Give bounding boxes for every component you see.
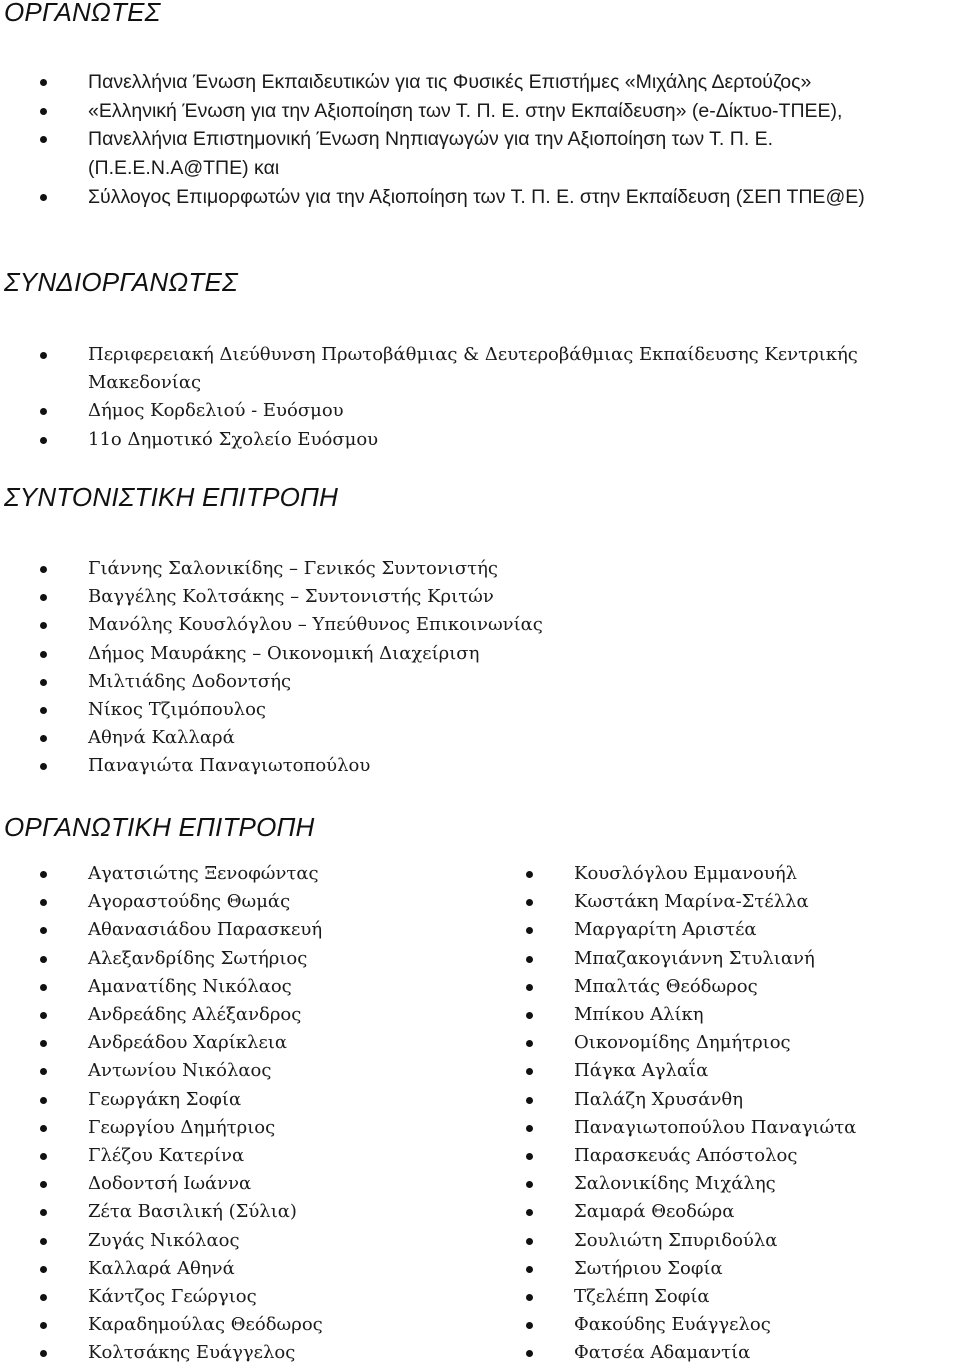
list-item: Οικονομίδης Δημήτριος	[486, 1029, 960, 1057]
list-item: Σύλλογος Επιμορφωτών για την Αξιοποίηση των Τ. Π. Ε. στην Εκπαίδευση (ΣΕΠ ΤΠΕ@Ε)	[0, 183, 900, 212]
list-item: Μπαλτάς Θεόδωρος	[486, 973, 960, 1001]
list-item: Δήμος Μαυράκης – Οικονομική Διαχείριση	[0, 640, 900, 668]
list-item: Τζελέπη Σοφία	[486, 1283, 960, 1311]
list-item: Σουλιώτη Σπυριδούλα	[486, 1227, 960, 1255]
list-item: Μπαζακογιάννη Στυλιανή	[486, 945, 960, 973]
heading-organizers: ΟΡΓΑΝΩΤΕΣ	[4, 0, 161, 27]
list-item: Δήμος Κορδελιού - Ευόσμου	[0, 397, 940, 425]
list-item: Φατσέα Αδαμαντία	[486, 1339, 960, 1367]
heading-coordinating-committee: ΣΥΝΤΟΝΙΣΤΙΚΗ ΕΠΙΤΡΟΠΗ	[4, 482, 339, 512]
list-item: Ανδρεάδης Αλέξανδρος	[0, 1001, 500, 1029]
heading-organizing-committee: ΟΡΓΑΝΩΤΙΚΗ ΕΠΙΤΡΟΠΗ	[4, 812, 315, 842]
list-item: Παλάζη Χρυσάνθη	[486, 1086, 960, 1114]
list-item: Σωτήριου Σοφία	[486, 1255, 960, 1283]
list-item: Νίκος Τζιμόπουλος	[0, 696, 900, 724]
list-item: Μαργαρίτη Αριστέα	[486, 916, 960, 944]
list-item: Σαμαρά Θεοδώρα	[486, 1198, 960, 1226]
list-organizing-committee-left	[0, 860, 500, 1368]
heading-coorganizers: ΣΥΝΔΙΟΡΓΑΝΩΤΕΣ	[4, 267, 238, 297]
list-item: «Ελληνική Ένωση για την Αξιοποίηση των Τ. Π. Ε. στην Εκπαίδευση» (e-Δίκτυο-ΤΠΕΕ),	[0, 97, 900, 126]
list-item: Πάγκα Αγλαΐα	[486, 1057, 960, 1085]
list-item: Αγοραστούδης Θωμάς	[0, 888, 500, 916]
list-item: Πανελλήνια Ένωση Εκπαιδευτικών για τις Φυσικές Επιστήμες «Μιχάλης Δερτούζος»	[0, 68, 900, 97]
list-item: Κουσλόγλου Εμμανουήλ	[486, 860, 960, 888]
list-item: Αλεξανδρίδης Σωτήριος	[0, 945, 500, 973]
list-item: Καλλαρά Αθηνά	[0, 1255, 500, 1283]
list-item: Ζυγάς Νικόλαος	[0, 1227, 500, 1255]
list-coordinating-committee	[0, 555, 900, 781]
list-item: Γεωργίου Δημήτριος	[0, 1114, 500, 1142]
list-item: Σαλονικίδης Μιχάλης	[486, 1170, 960, 1198]
list-organizers	[0, 68, 900, 212]
list-item: Κάντζος Γεώργιος	[0, 1283, 500, 1311]
list-item: Γεωργάκη Σοφία	[0, 1086, 500, 1114]
list-item: Γιάννης Σαλονικίδης – Γενικός Συντονιστής	[0, 555, 900, 583]
list-item: Αντωνίου Νικόλαος	[0, 1057, 500, 1085]
list-item: Μπίκου Αλίκη	[486, 1001, 960, 1029]
list-item: Δοδοντσή Ιωάννα	[0, 1170, 500, 1198]
list-item: Αθανασιάδου Παρασκευή	[0, 916, 500, 944]
list-item: Κολτσάκης Ευάγγελος	[0, 1339, 500, 1367]
list-item: Αμανατίδης Νικόλαος	[0, 973, 500, 1001]
list-item: Καραδημούλας Θεόδωρος	[0, 1311, 500, 1339]
list-item: Φακούδης Ευάγγελος	[486, 1311, 960, 1339]
list-item: Παρασκευάς Απόστολος	[486, 1142, 960, 1170]
list-item: Κωστάκη Μαρίνα-Στέλλα	[486, 888, 960, 916]
list-item: Βαγγέλης Κολτσάκης – Συντονιστής Κριτών	[0, 583, 900, 611]
list-item: Ζέτα Βασιλική (Σύλια)	[0, 1198, 500, 1226]
list-item: 11ο Δημοτικό Σχολείο Ευόσμου	[0, 426, 940, 454]
list-item: Παναγιωτοπούλου Παναγιώτα	[486, 1114, 960, 1142]
list-item: Μιλτιάδης Δοδοντσής	[0, 668, 900, 696]
list-organizing-committee-right	[486, 860, 960, 1368]
list-item: Παναγιώτα Παναγιωτοπούλου	[0, 752, 900, 780]
list-item: Ανδρεάδου Χαρίκλεια	[0, 1029, 500, 1057]
list-item: Αγατσιώτης Ξενοφώντας	[0, 860, 500, 888]
list-item: Αθηνά Καλλαρά	[0, 724, 900, 752]
list-item: Μανόλης Κουσλόγλου – Υπεύθυνος Επικοινωνίας	[0, 611, 900, 639]
list-item: Γλέζου Κατερίνα	[0, 1142, 500, 1170]
list-coorganizers	[0, 341, 940, 454]
list-item: Περιφερειακή Διεύθυνση Πρωτοβάθμιας & Δευτεροβάθμιας Εκπαίδευσης Κεντρικής Μακεδονίας	[0, 341, 940, 397]
list-item: Πανελλήνια Επιστημονική Ένωση Νηπιαγωγών για την Αξιοποίηση των Τ. Π. Ε. (Π.Ε.Ε.Ν.Α@ΤΠΕ) και	[0, 125, 900, 182]
